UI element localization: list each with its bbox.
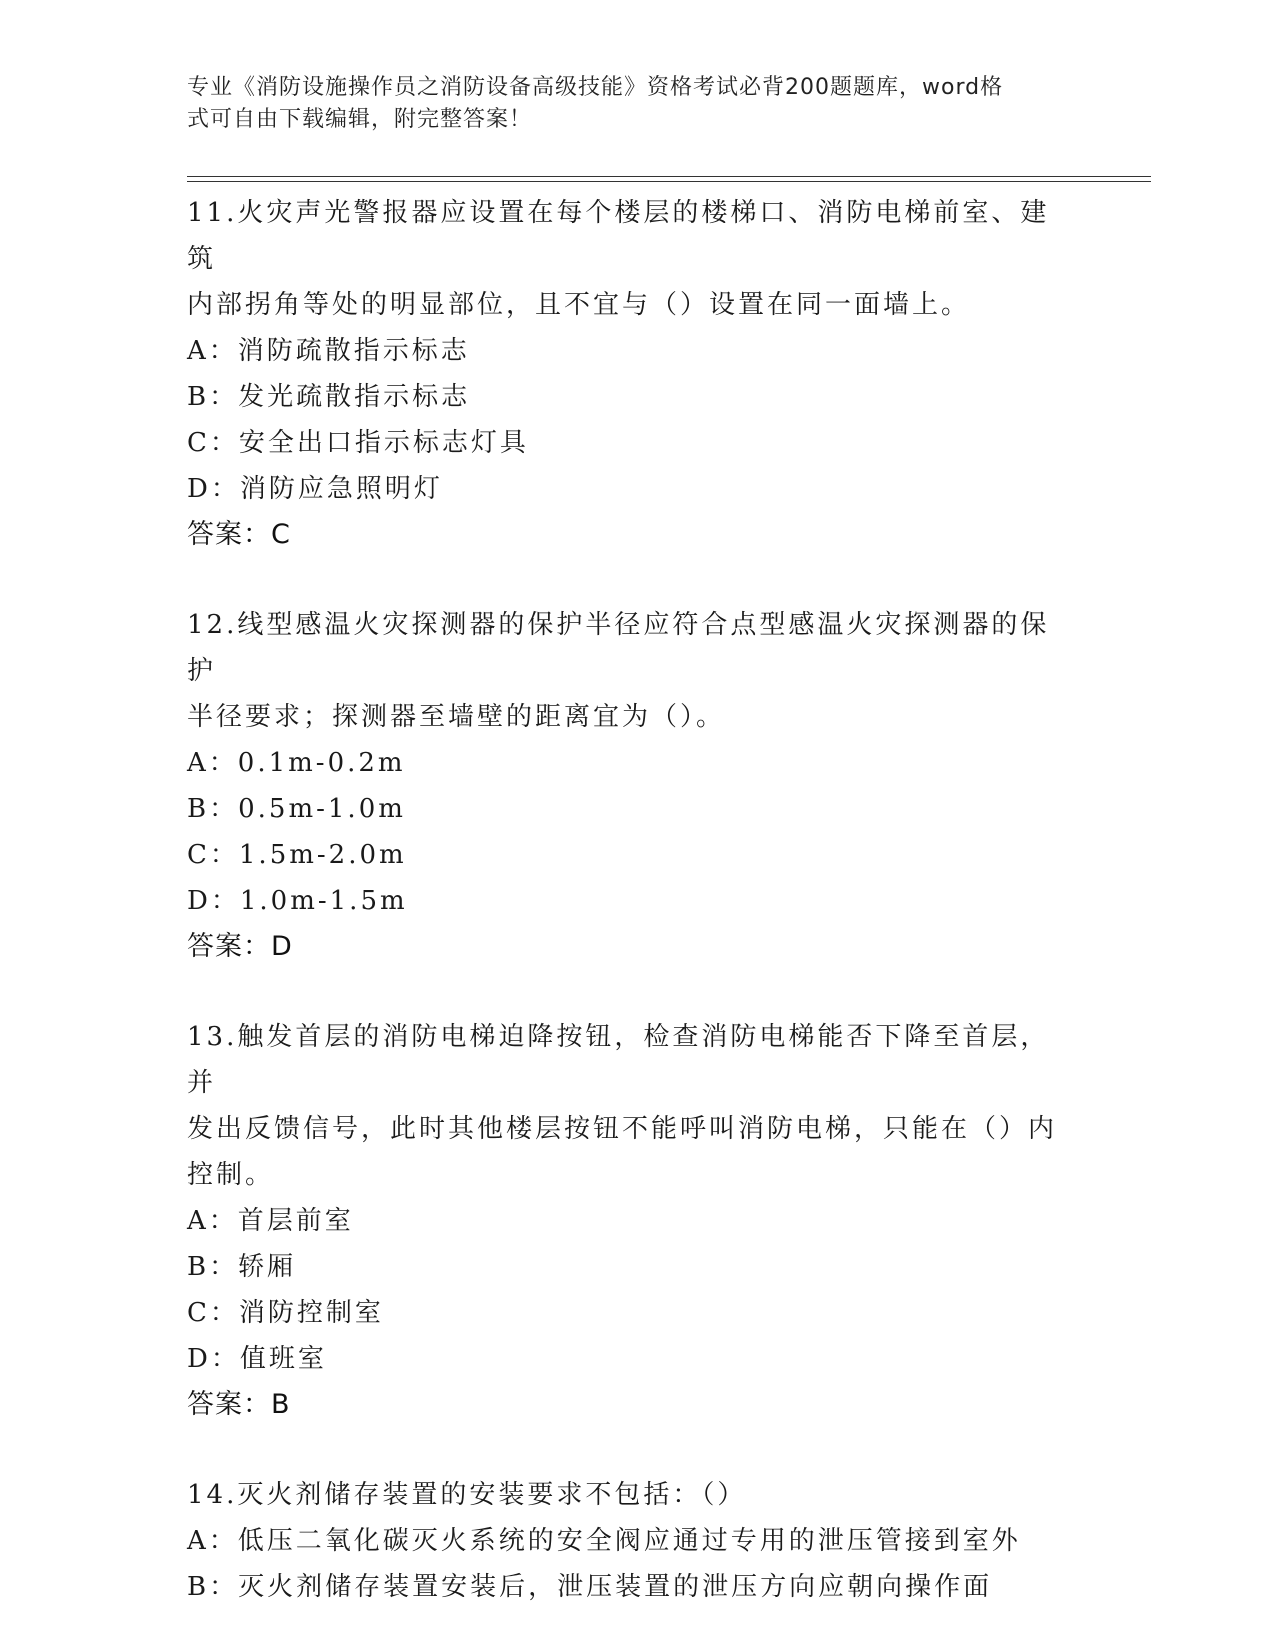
option-b: B：轿厢	[187, 1252, 297, 1282]
document-header	[187, 72, 1067, 136]
spacer	[187, 558, 1067, 602]
header-divider-top	[187, 176, 1151, 177]
question-stem-line: 13.触发首层的消防电梯迫降按钮，检查消防电梯能否下降至首层，并	[187, 1022, 1050, 1098]
answer: 答案：D	[187, 931, 293, 962]
option-c: C：安全出口指示标志灯具	[187, 428, 529, 458]
option-d: D：值班室	[187, 1344, 327, 1374]
answer: 答案：B	[187, 1389, 291, 1420]
question-stem-line: 11.火灾声光警报器应设置在每个楼层的楼梯口、消防电梯前室、建筑	[187, 198, 1050, 274]
option-b: B：0.5m-1.0m	[187, 794, 406, 824]
option-c: C：消防控制室	[187, 1298, 384, 1328]
option-a: A：0.1m-0.2m	[187, 748, 406, 778]
option-a: A：首层前室	[187, 1206, 354, 1236]
spacer	[187, 1428, 1067, 1472]
option-a: A：低压二氧化碳灭火系统的安全阀应通过专用的泄压管接到室外	[187, 1526, 1021, 1556]
option-b: B：发光疏散指示标志	[187, 382, 471, 412]
question-stem-line: 控制。	[187, 1160, 275, 1190]
answer: 答案：C	[187, 519, 291, 550]
question-stem-line: 半径要求；探测器至墙壁的距离宜为（）。	[187, 702, 726, 732]
header-line-1: 专业《消防设施操作员之消防设备高级技能》资格考试必背200题题库，word格	[187, 75, 1004, 100]
header-divider-bottom	[187, 181, 1151, 182]
question-stem-line: 内部拐角等处的明显部位，且不宜与（）设置在同一面墙上。	[187, 290, 971, 320]
option-a: A：消防疏散指示标志	[187, 336, 470, 366]
option-d: D：1.0m-1.5m	[187, 886, 408, 916]
spacer	[187, 970, 1067, 1014]
option-c: C：1.5m-2.0m	[187, 840, 407, 870]
question-14	[187, 1472, 1067, 1610]
question-stem-line: 14.灭火剂储存装置的安装要求不包括：（）	[187, 1480, 747, 1510]
header-line-2: 式可自由下载编辑，附完整答案！	[187, 107, 533, 132]
question-11	[187, 190, 1067, 558]
question-13	[187, 1014, 1067, 1428]
question-12	[187, 602, 1067, 970]
question-list	[187, 190, 1067, 1610]
question-stem-line: 12.线型感温火灾探测器的保护半径应符合点型感温火灾探测器的保护	[187, 610, 1050, 686]
option-d: D：消防应急照明灯	[187, 474, 443, 504]
question-stem-line: 发出反馈信号，此时其他楼层按钮不能呼叫消防电梯，只能在（）内	[187, 1114, 1058, 1144]
option-b: B：灭火剂储存装置安装后，泄压装置的泄压方向应朝向操作面	[187, 1572, 993, 1602]
